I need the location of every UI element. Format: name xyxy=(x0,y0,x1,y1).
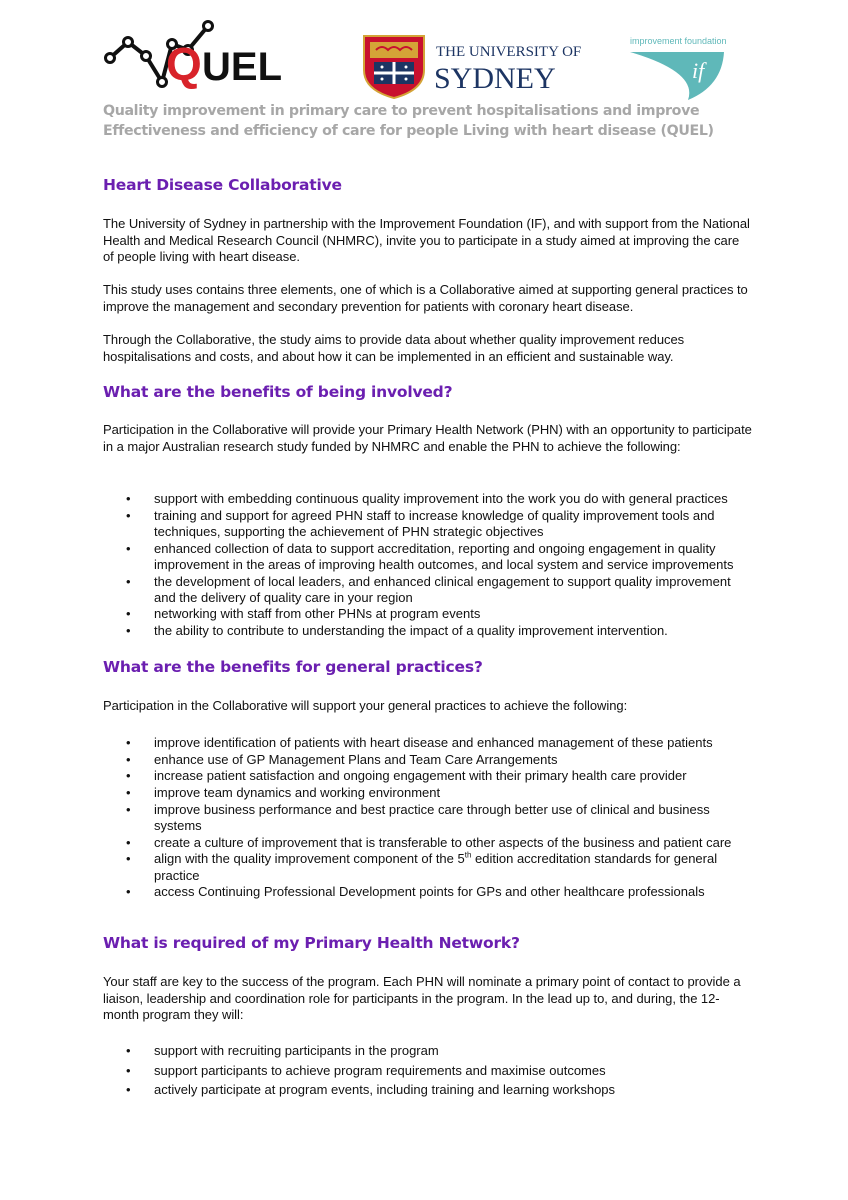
collaborative-paragraph-3: Through the Collaborative, the study aims to provide data about whether quality improvement reduces hospitalisations and costs, and about how it can be implemented in an efficient and sustainable way. xyxy=(103,332,685,364)
heading-heart-disease-collaborative: Heart Disease Collaborative xyxy=(103,176,342,194)
benefits-involved-list xyxy=(103,491,753,640)
list-item: • improve identification of patients with heart disease and enhanced management of these patients xyxy=(103,735,753,751)
if-mark: if xyxy=(692,58,705,83)
quel-logo xyxy=(104,22,296,102)
benefits-practices-list xyxy=(103,735,753,901)
benefits-practices-intro: Participation in the Collaborative will support your general practices to achieve the following: xyxy=(103,698,628,713)
list-item: • training and support for agreed PHN staff to increase knowledge of quality improvement tools and techniques, supporting the achievement of PHN strategic objectives xyxy=(103,508,753,540)
collaborative-paragraph-1: The University of Sydney in partnership with the Improvement Foundation (IF), and with support from the National Health and Medical Research Council (NHMRC), invite you to participate in a study aimed at improving the care of people living with heart disease. xyxy=(103,216,750,265)
list-item: • support with embedding continuous quality improvement into the work you do with general practices xyxy=(103,491,753,507)
list-item: • enhance use of GP Management Plans and Team Care Arrangements xyxy=(103,752,753,768)
accreditation-superscript: th xyxy=(464,851,472,861)
required-intro: Your staff are key to the success of the program. Each PHN will nominate a primary point of contact to provide a liaison, leadership and coordination role for participants in the program. In the lead up to, and during, the 12-month program they will: xyxy=(103,974,741,1023)
list-item: • actively participate at program events, including training and learning workshops xyxy=(103,1082,753,1098)
document-subtitle: Quality improvement in primary care to prevent hospitalisations and improve Effectiveness and efficiency of care for people Living with heart disease (QUEL) xyxy=(103,103,714,139)
list-item: • improve business performance and best practice care through better use of clinical and business systems xyxy=(103,802,753,834)
accreditation-text-before: align with the quality improvement component of the 5 xyxy=(154,851,465,867)
usyd-line1: THE UNIVERSITY OF xyxy=(436,44,582,60)
quel-rest-letters: UEL xyxy=(202,45,282,89)
list-item: • enhanced collection of data to support accreditation, reporting and ongoing engagement in quality improvement in the areas of improving health outcomes, and local system and service improvements xyxy=(103,541,753,573)
heading-benefits-involved: What are the benefits of being involved? xyxy=(103,383,453,401)
if-name: improvement foundation xyxy=(630,36,727,46)
list-item: • access Continuing Professional Development points for GPs and other healthcare professionals xyxy=(103,884,753,900)
heading-phn-requirements: What is required of my Primary Health Network? xyxy=(103,934,520,952)
accreditation-text-after: edition accreditation standards for general practice xyxy=(154,851,718,883)
heading-benefits-practices: What are the benefits for general practices? xyxy=(103,658,483,676)
benefits-involved-intro: Participation in the Collaborative will provide your Primary Health Network (PHN) with an opportunity to participate in a major Australian research study funded by NHMRC and enable the PHN to achieve the following: xyxy=(103,422,752,454)
list-item-accreditation xyxy=(103,851,753,883)
list-item: • the development of local leaders, and enhanced clinical engagement to support quality improvement and the delivery of quality care in your region xyxy=(103,574,753,606)
list-item: • increase patient satisfaction and ongoing engagement with their primary health care provider xyxy=(103,768,753,784)
list-item: • networking with staff from other PHNs at program events xyxy=(103,606,753,622)
list-item: • support participants to achieve program requirements and maximise outcomes xyxy=(103,1063,753,1079)
usyd-line2: SYDNEY xyxy=(434,62,556,95)
list-item: • support with recruiting participants in the program xyxy=(103,1043,753,1059)
list-item: • the ability to contribute to understanding the impact of a quality improvement intervention. xyxy=(103,623,753,639)
list-item: • improve team dynamics and working environment xyxy=(103,785,753,801)
logo-bar xyxy=(0,20,848,105)
improvement-foundation-logo xyxy=(628,36,728,102)
usyd-logo xyxy=(362,32,582,98)
list-item: • create a culture of improvement that is transferable to other aspects of the business and patient care xyxy=(103,835,753,851)
quel-q-letter: Q xyxy=(166,38,202,90)
collaborative-paragraph-2: This study uses contains three elements, one of which is a Collaborative aimed at supporting general practices to improve the management and secondary prevention for patients with coronary heart disease. xyxy=(103,282,748,314)
required-list xyxy=(103,1043,753,1102)
